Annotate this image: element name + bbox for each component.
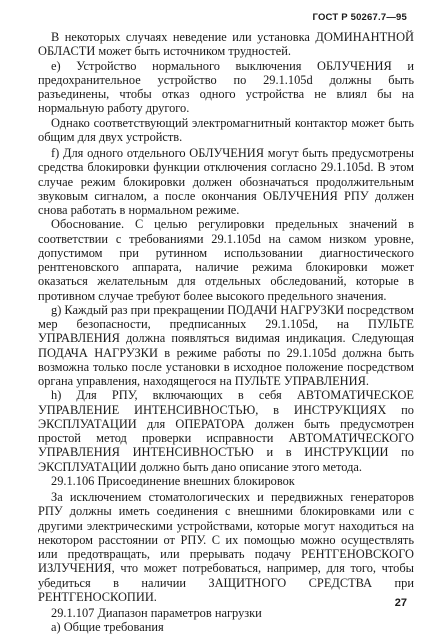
page-body [38, 30, 414, 635]
paragraph: За исключением стоматологических и передвижных генераторов РПУ должны иметь соединения с внешними блокировками или с другими электрическими устройствами, которые могут находиться на некотором расстоянии от РПУ. С их помощью можно осуществлять или предотвращать, или прерывать подачу РЕНТГЕНОВСКОГО ИЗЛУЧЕНИЯ, что может потребоваться, например, для того, чтобы убедиться в наличии ЗАЩИТНОГО СРЕДСТВА при РЕНТГЕНОСКОПИИ. [38, 490, 414, 604]
paragraph: h) Для РПУ, включающих в себя АВТОМАТИЧЕСКОЕ УПРАВЛЕНИЕ ИНТЕНСИВНОСТЬЮ, в ИНСТРУКЦИЯХ по ЭКСПЛУАТАЦИИ для ОПЕРАТОРА должен быть предусмотрен простой метод проверки исправности АВТОМАТИЧЕСКОГО УПРАВЛЕНИЯ ИНТЕНСИВНОСТЬЮ и в ИНСТРУКЦИИ по ЭКСПЛУАТАЦИИ должно быть дано описание этого метода. [38, 388, 414, 474]
section-heading: 29.1.107 Диапазон параметров нагрузки [51, 606, 262, 620]
paragraph: f) Для одного отдельного ОБЛУЧЕНИЯ могут быть предусмотрены средства блокировки функции отключения согласно 29.1.105d. В этом случае режим блокировки должен обозначаться продолжительным звуковым сигналом, а после окончания ОБЛУЧЕНИЯ РПУ должен снова работать в нормальном режиме. [38, 146, 414, 217]
paragraph: Однако соответствующий электромагнитный контактор может быть общим для двух устройств. [38, 115, 414, 144]
page-header: ГОСТ Р 50267.7—95 [312, 12, 407, 23]
paragraph: В некоторых случаях неведение или установка ДОМИНАНТНОЙ ОБЛАСТИ может быть источником трудностей. [38, 30, 414, 59]
paragraph: Обоснование. С целью регулировки предельных значений в соответствии с требованиями 29.1.105d на самом низком уровне, допустимом при рутинном использовании диагностического рентгеновского аппарата, наличие режима блокировки может оказаться желательным для отдельных обследований, которые в противном случае требуют более высокого предельного значения. [38, 217, 414, 303]
paragraph: g) Каждый раз при прекращении ПОДАЧИ НАГРУЗКИ посредством мер безопасности, предписанных 29.1.105d, на ПУЛЬТЕ УПРАВЛЕНИЯ должна появляться видимая индикация. Следующая ПОДАЧА НАГРУЗКИ в режиме работы по 29.1.105d должна быть возможна только после установки в исходное положение посредством органа управления, находящегося на ПУЛЬТЕ УПРАВЛЕНИЯ. [38, 302, 414, 388]
page-number: 27 [394, 597, 407, 609]
subsection-heading: а) Общие требования [51, 620, 164, 635]
section-heading: 29.1.106 Присоединение внешних блокировок [51, 473, 295, 488]
paragraph: e) Устройство нормального выключения ОБЛУЧЕНИЯ и предохранительное устройство по 29.1.105d должны быть разъединены, чтобы отказ одного устройства не влиял бы на нормальную работу другого. [38, 58, 414, 116]
